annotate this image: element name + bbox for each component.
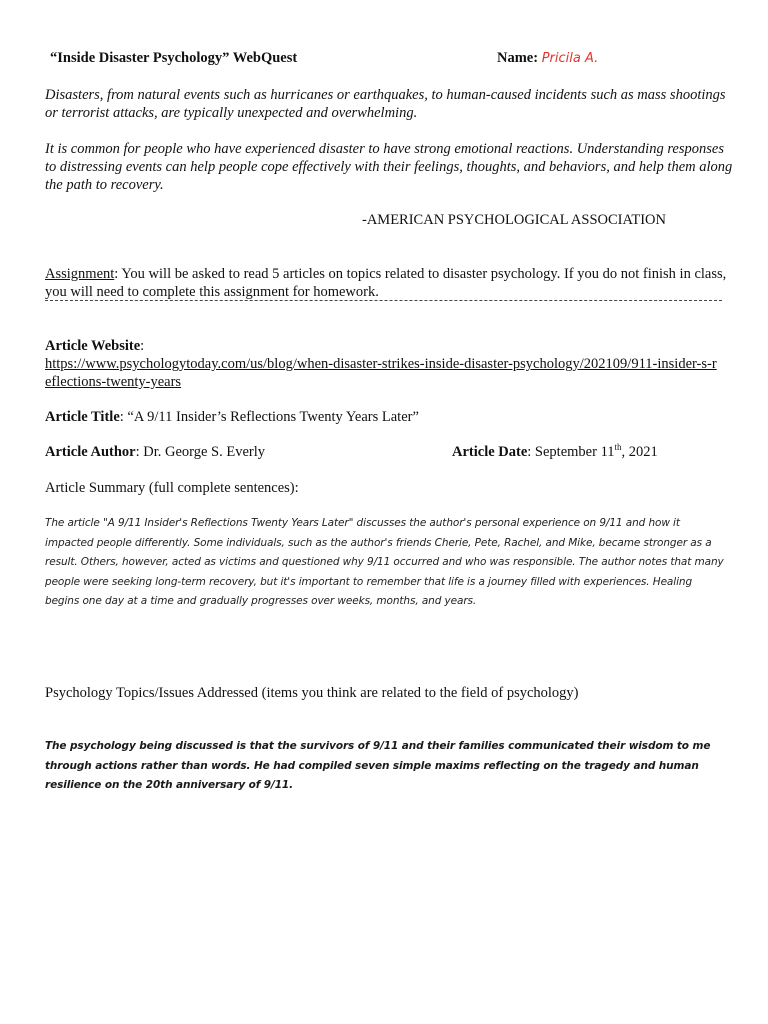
article-title-label: Article Title [45,409,120,425]
assignment-text: : You will be asked to read 5 articles on topics related to disaster psychology. If you do not finish in class, you will need to complete this assignment for homework. [45,266,727,300]
article-author-row [45,443,265,461]
name-value: Pricila A. [541,51,599,66]
article-title-row [45,408,735,426]
topics-label: Psychology Topics/Issues Addressed (items you think are related to the field of psychology) [45,685,579,701]
name-field [497,49,598,68]
quote-attribution: -AMERICAN PSYCHOLOGICAL ASSOCIATION [362,212,666,228]
article-date-value: : September 11 [527,444,615,460]
article-author-value: : Dr. George S. Everly [135,444,266,460]
article-summary-label: Article Summary (full complete sentences): [45,480,299,496]
article-website-block: Article Website: https://www.psychologytoday.com/us/blog/when-disaster-strikes-inside-disaster-psychology/202109/911-insider-s-reflections-twenty-years [45,337,735,391]
assignment-paragraph [45,265,735,301]
article-date-row [452,443,658,461]
article-summary-answer: The article "A 9/11 Insider's Reflections Twenty Years Later" discusses the author's personal experience on 9/11 and how it impacted people differently. Some individuals, such as the author's friends Cherie, Pete, Rachel, and Mike, became stronger as a result. Others, however, acted as victims and questioned why 9/11 occurred and who was responsible. The author notes that many people were seeking long-term recovery, but it's important to remember that life is a journey filled with experiences. Healing begins one day at a time and gradually progresses over weeks, months, and years. [45,517,724,607]
article-author-label: Article Author [45,444,136,460]
name-label: Name: [497,50,539,66]
article-website-label: Article Website [45,338,141,354]
article-website-link[interactable]: https://www.psychologytoday.com/us/blog/when-disaster-strikes-inside-disaster-psychology/202109/911-insider-s-reflections-twenty-years [45,356,717,390]
intro-paragraph-1: Disasters, from natural events such as hurricanes or earthquakes, to human-caused incidents such as mass shootings or terrorist attacks, are typically unexpected and overwhelming. [45,87,726,121]
dashed-divider [45,300,722,301]
article-date-year: , 2021 [621,444,658,460]
topics-answer: The psychology being discussed is that the survivors of 9/11 and their families communicated their wisdom to me through actions rather than words. He had compiled seven simple maxims reflecting on the tragedy and human resilience on the 20th anniversary of 9/11. [45,740,711,791]
page-title: “Inside Disaster Psychology” WebQuest [50,50,298,66]
article-date-label: Article Date [452,444,528,460]
article-title-value: : “A 9/11 Insider’s Reflections Twenty Years Later” [119,409,419,425]
article-date-suffix: th [614,442,622,453]
intro-paragraph-2: It is common for people who have experienced disaster to have strong emotional reactions. Understanding responses to distressing events can help people cope effectively with their feelings, thoughts, and behaviors, and help them along the path to recovery. [45,141,733,193]
assignment-label: Assignment [45,266,115,282]
